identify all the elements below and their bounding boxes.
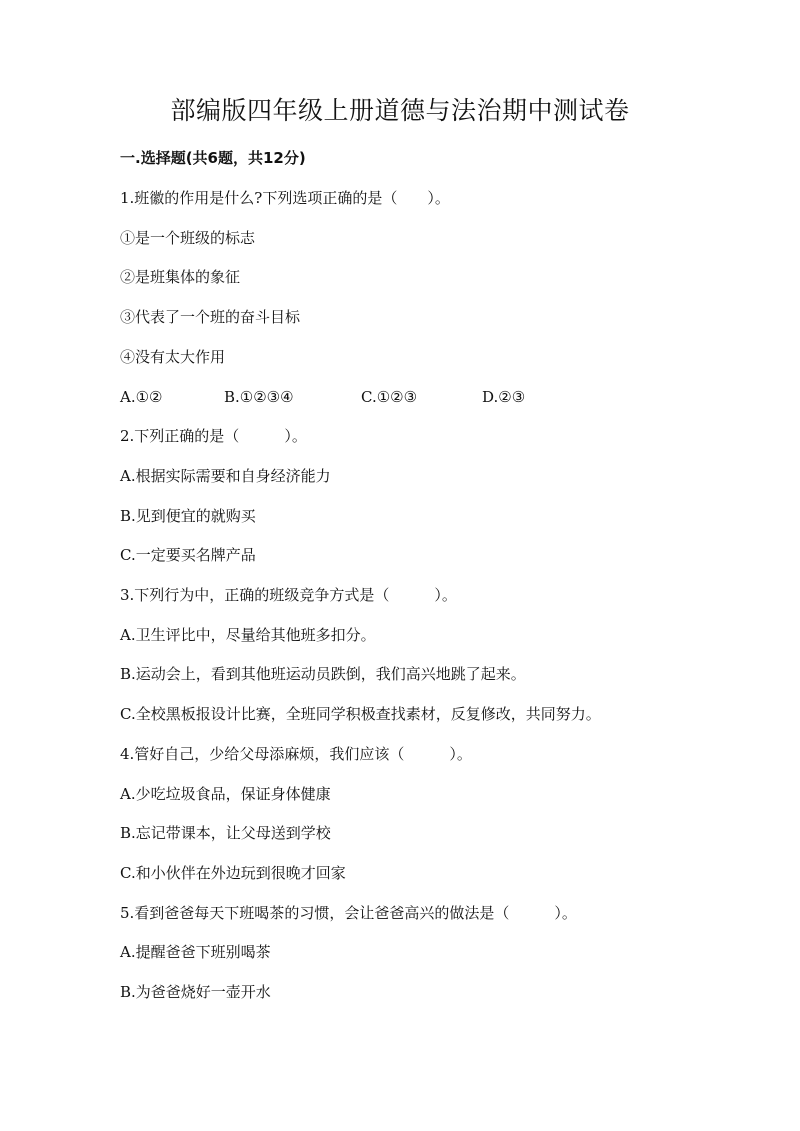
question-5-option-b[interactable]: B.为爸爸烧好一壶开水 [120, 983, 271, 1001]
question-2-option-c[interactable]: C.一定要买名牌产品 [120, 546, 256, 564]
question-1-statement-1: ①是一个班级的标志 [120, 229, 256, 247]
question-1-option-c[interactable]: C.①②③ [361, 388, 418, 406]
question-1-option-d[interactable]: D.②③ [482, 388, 526, 406]
section-heading: 一.选择题(共6题，共12分) [120, 149, 306, 167]
question-1-statement-4: ④没有太大作用 [120, 348, 226, 366]
question-2-stem: 2.下列正确的是（ ）。 [120, 427, 307, 445]
question-4-option-a[interactable]: A.少吃垃圾食品，保证身体健康 [120, 785, 331, 803]
question-3-stem: 3.下列行为中，正确的班级竞争方式是（ ）。 [120, 586, 457, 604]
question-4-option-c[interactable]: C.和小伙伴在外边玩到很晚才回家 [120, 864, 346, 882]
question-1-statement-3: ③代表了一个班的奋斗目标 [120, 308, 301, 326]
question-2-option-a[interactable]: A.根据实际需要和自身经济能力 [120, 467, 331, 485]
question-5-option-a[interactable]: A.提醒爸爸下班别喝茶 [120, 943, 271, 961]
question-3-option-a[interactable]: A.卫生评比中，尽量给其他班多扣分。 [120, 626, 376, 644]
question-1-options [120, 387, 680, 407]
question-5-stem: 5.看到爸爸每天下班喝茶的习惯，会让爸爸高兴的做法是（ ）。 [120, 904, 577, 922]
question-3-option-c[interactable]: C.全校黑板报设计比赛，全班同学积极查找素材，反复修改，共同努力。 [120, 705, 601, 723]
question-4-stem: 4.管好自己，少给父母添麻烦，我们应该（ ）。 [120, 745, 472, 763]
question-1-stem: 1.班徽的作用是什么?下列选项正确的是（ ）。 [120, 189, 450, 207]
question-4-option-b[interactable]: B.忘记带课本，让父母送到学校 [120, 824, 331, 842]
question-3-option-b[interactable]: B.运动会上，看到其他班运动员跌倒，我们高兴地跳了起来。 [120, 665, 526, 683]
question-1-option-b[interactable]: B.①②③④ [224, 388, 294, 406]
question-1-statement-2: ②是班集体的象征 [120, 268, 241, 286]
page-title: 部编版四年级上册道德与法治期中测试卷 [170, 96, 630, 125]
question-1-option-a[interactable]: A.①② [120, 388, 163, 406]
question-2-option-b[interactable]: B.见到便宜的就购买 [120, 507, 256, 525]
